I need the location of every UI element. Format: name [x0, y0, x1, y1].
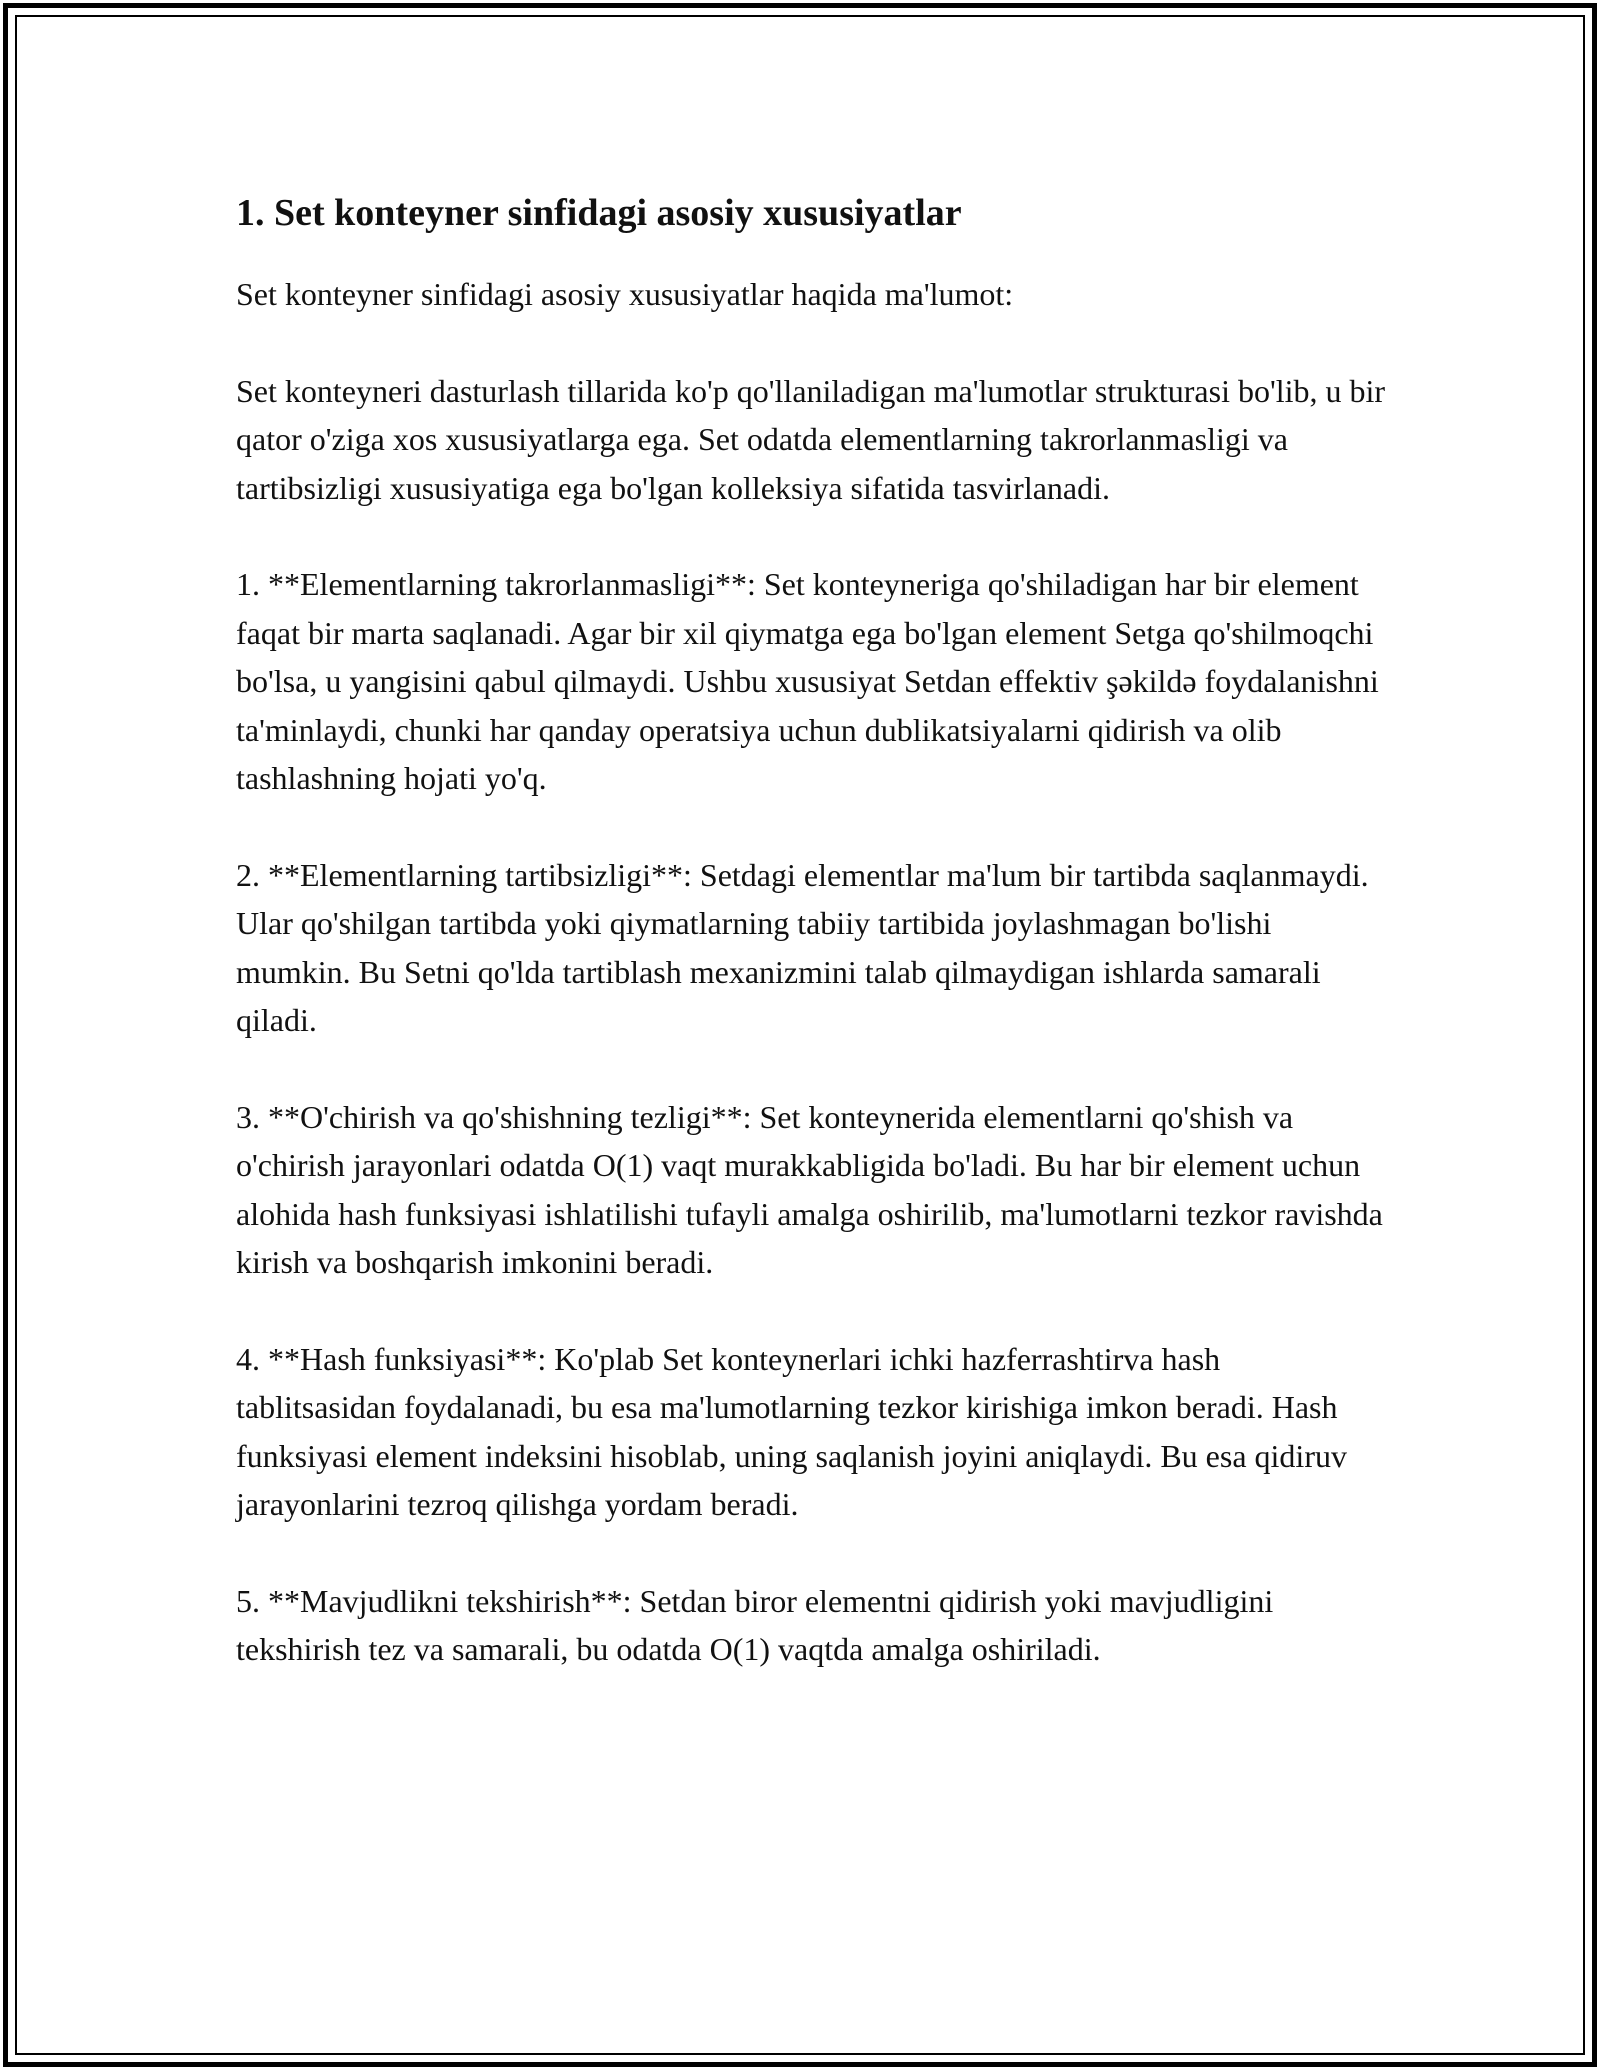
point-2-paragraph: 2. **Elementlarning tartibsizligi**: Setdagi elementlar ma'lum bir tartibda saqlanmaydi. Ular qo'shilgan tartibda yoki qiymatlarning tabiiy tartibida joylashmagan bo'lishi mumkin. Bu Setni qo'lda tartiblash mexanizmini talab qilmaydigan ishlarda samarali qiladi.	[236, 856, 1369, 1038]
document-title: 1. Set konteyner sinfidagi asosiy xususiyatlar	[236, 192, 962, 234]
point-4-paragraph: 4. **Hash funksiyasi**: Ko'plab Set konteynerlari ichki hazferrashtirva hash tablitsasidan foydalanadi, bu esa ma'lumotlarning tezkor kirishiga imkon beradi. Hash funksiyasi element indeksini hisoblab, uning saqlanish joyini aniqlaydi. Bu esa qidiruv jarayonlarini tezroq qilishga yordam beradi.	[236, 1340, 1347, 1522]
point-5-paragraph: 5. **Mavjudlikni tekshirish**: Setdan biror elementni qidirish yoki mavjudligini tekshirish tez va samarali, bu odatda O(1) vaqtda amalga oshiriladi.	[236, 1582, 1274, 1667]
point-1-paragraph: 1. **Elementlarning takrorlanmasligi**: Set konteyneriga qo'shiladigan har bir element faqat bir marta saqlanadi. Agar bir xil qiymatga ega bo'lgan element Setga qo'shilmoqchi bo'lsa, u yangisini qabul qilmaydi. Ushbu xususiyat Setdan effektiv şəkildə foydalanishni ta'minlaydi, chunki har qanday operatsiya uchun dublikatsiyalarni qidirish va olib tashlashning hojati yo'q.	[236, 566, 1379, 796]
intro-paragraph: Set konteyner sinfidagi asosiy xususiyatlar haqida ma'lumot:	[236, 276, 1014, 312]
overview-paragraph: Set konteyneri dasturlash tillarida ko'p qo'llaniladigan ma'lumotlar strukturasi bo'lib, u bir qator o'ziga xos xususiyatlarga ega. Set odatda elementlarning takrorlanmasligi va tartibsizligi xususiyatiga ega bo'lgan kolleksiya sifatida tasvirlanadi.	[236, 372, 1386, 506]
point-3-paragraph: 3. **O'chirish va qo'shishning tezligi**: Set konteynerida elementlarni qo'shish va o'chirish jarayonlari odatda O(1) vaqt murakkabligida bo'ladi. Bu har bir element uchun alohida hash funksiyasi ishlatilishi tufayli amalga oshirilib, ma'lumotlarni tezkor ravishda kirish va boshqarish imkonini beradi.	[236, 1098, 1383, 1280]
document-body	[236, 184, 1386, 1722]
